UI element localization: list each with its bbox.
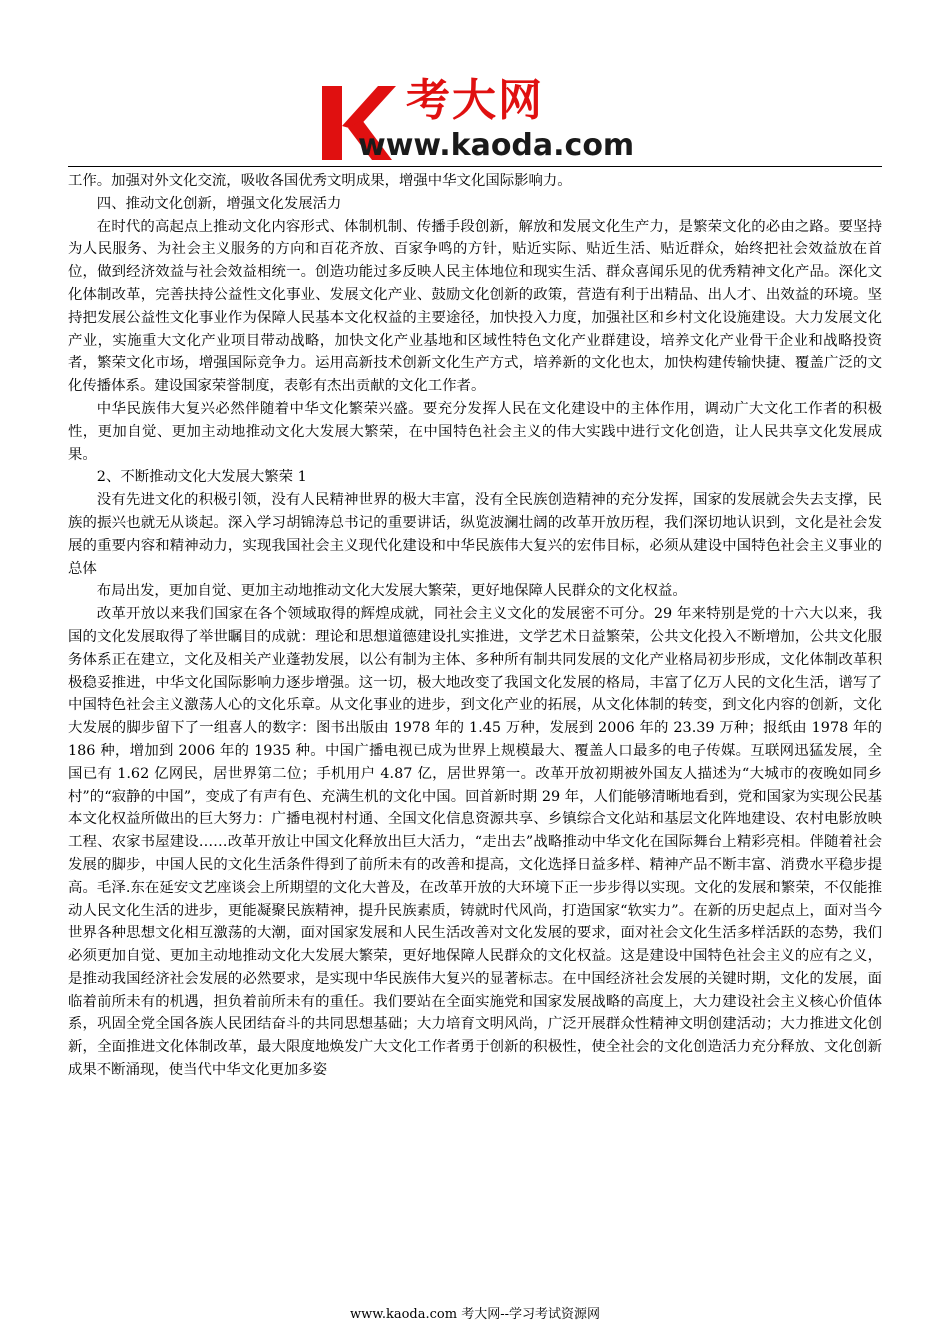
logo-url: www.kaoda.com <box>358 128 635 163</box>
paragraph: 没有先进文化的积极引领，没有人民精神世界的极大丰富，没有全民族创造精神的充分发挥，国家的发展就会失去支撑，民族的振兴也就无从谈起。深入学习胡锦涛总书记的重要讲话，纵览波澜壮阔的改革开放历程，我们深切地认识到，文化是社会发展的重要内容和精神动力，实现我国社会主义现代化建设和中华民族伟大复兴的宏伟目标，必须从建设中国特色社会主义事业的总体 <box>68 492 882 577</box>
paragraph: 工作。加强对外文化交流，吸收各国优秀文明成果，增强中华文化国际影响力。 <box>68 173 572 189</box>
site-logo[interactable] <box>318 76 638 168</box>
paragraph: 改革开放以来我们国家在各个领域取得的辉煌成就，同社会主义文化的发展密不可分。29 年来特别是党的十六大以来，我国的文化发展取得了举世瞩目的成就：理论和思想道德建设扎实推进，文学艺术日益繁荣，公共文化投入不断增加，公共文化服务体系正在建立，文化及相关产业蓬勃发展，以公有制为主体、多种所有制共同发展的文化产业格局初步形成，文化体制改革积极稳妥推进，中华文化国际影响力逐步增强。这一切，极大地改变了我国文化发展的格局，丰富了亿万人民的文化生活，谱写了中国特色社会主义激荡人心的文化乐章。从文化事业的进步，到文化产业的拓展，从文化体制的转变，到文化内容的创新，文化大发展的脚步留下了一组喜人的数字：图书出版由 1978 年的 1.45 万种，发展到 2006 年的 23.39 万种；报纸由 1978 年的 186 种，增加到 2006 年的 1935 种。中国广播电视已成为世界上规模最大、覆盖人口最多的电子传媒。互联网迅猛发展，全国已有 1.62 亿网民，居世界第二位；手机用户 4.87 亿，居世界第一。改革开放初期被外国友人描述为“大城市的夜晚如同乡村”的“寂静的中国”，变成了有声有色、充满生机的文化中国。回首新时期 29 年，人们能够清晰地看到，党和国家为实现公民基本文化权益所做出的巨大努力：广播电视村村通、全国文化信息资源共享、乡镇综合文化站和基层文化阵地建设、农村电影放映工程、农家书屋建设……改革开放让中国文化释放出巨大活力，“走出去”战略推动中华文化在国际舞台上精彩亮相。伴随着社会发展的脚步，中国人民的文化生活条件得到了前所未有的改善和提高，文化选择日益多样、精神产品不断丰富、消费水平稳步提高。毛泽.东在延安文艺座谈会上所期望的文化大普及，在改革开放的大环境下正一步步得以实现。文化的发展和繁荣，不仅能推动人民文化生活的进步，更能凝聚民族精神，提升民族素质，铸就时代风尚，打造国家“软实力”。在新的历史起点上，面对当今世界各种思想文化相互激荡的大潮，面对国家发展和人民生活改善对文化发展的要求，面对社会文化生活多样活跃的态势，我们必须更加自觉、更加主动地推动文化大发展大繁荣，更好地保障人民群众的文化权益。这是建设中国特色社会主义的应有之义，是推动我国经济社会发展的必然要求，是实现中华民族伟大复兴的显著标志。在中国经济社会发展的关键时期，文化的发展，面临着前所未有的机遇，担负着前所未有的重任。我们要站在全面实施党和国家发展战略的高度上，大力建设社会主义核心价值体系，巩固全党全国各族人民团结奋斗的共同思想基础；大力培育文明风尚，广泛开展群众性精神文明创建活动；大力推进文化创新，全面推进文化体制改革，最大限度地焕发广大文化工作者勇于创新的积极性，使全社会的文化创造活力充分释放、文化创新成果不断涌现，使当代中华文化更加多姿 <box>68 606 882 1079</box>
paragraph: 在时代的高起点上推动文化内容形式、体制机制、传播手段创新，解放和发展文化生产力，是繁荣文化的必由之路。要坚持为人民服务、为社会主义服务的方向和百花齐放、百家争鸣的方针，贴近实际、贴近生活、贴近群众，始终把社会效益放在首位，做到经济效益与社会效益相统一。创造功能过多反映人民主体地位和现实生活、群众喜闻乐见的优秀精神文化产品。深化文化体制改革，完善扶持公益性文化事业、发展文化产业、鼓励文化创新的政策，营造有利于出精品、出人才、出效益的环境。坚持把发展公益性文化事业作为保障人民基本文化权益的主要途径，加快投入力度，加强社区和乡村文化设施建设。大力发展文化产业，实施重大文化产业项目带动战略，加快文化产业基地和区域性特色文化产业群建设，培养文化产业骨干企业和战略投资者，繁荣文化市场，增强国际竞争力。运用高新技术创新文化生产方式，培养新的文化也太，加快构建传输快捷、覆盖广泛的文化传播体系。建设国家荣誉制度，表彰有杰出贡献的文化工作者。 <box>68 218 882 395</box>
page-footer: www.kaoda.com 考大网--学习考试资源网 <box>350 1307 600 1322</box>
header-divider <box>68 166 882 167</box>
paragraph: 中华民族伟大复兴必然伴随着中华文化繁荣兴盛。要充分发挥人民在文化建设中的主体作用，调动广大文化工作者的积极性，更加自觉、更加主动地推动文化大发展大繁荣，在中国特色社会主义的伟大实践中进行文化创造，让人民共享文化发展成果。 <box>68 400 882 463</box>
document-body <box>68 170 882 1082</box>
paragraph: 2、不断推动文化大发展大繁荣 1 <box>96 469 307 486</box>
paragraph: 布局出发，更加自觉、更加主动地推动文化大发展大繁荣，更好地保障人民群众的文化权益。 <box>96 583 687 600</box>
logo-chinese-name: 考大网 <box>406 75 544 126</box>
paragraph: 四、推动文化创新，增强文化发展活力 <box>96 195 342 212</box>
